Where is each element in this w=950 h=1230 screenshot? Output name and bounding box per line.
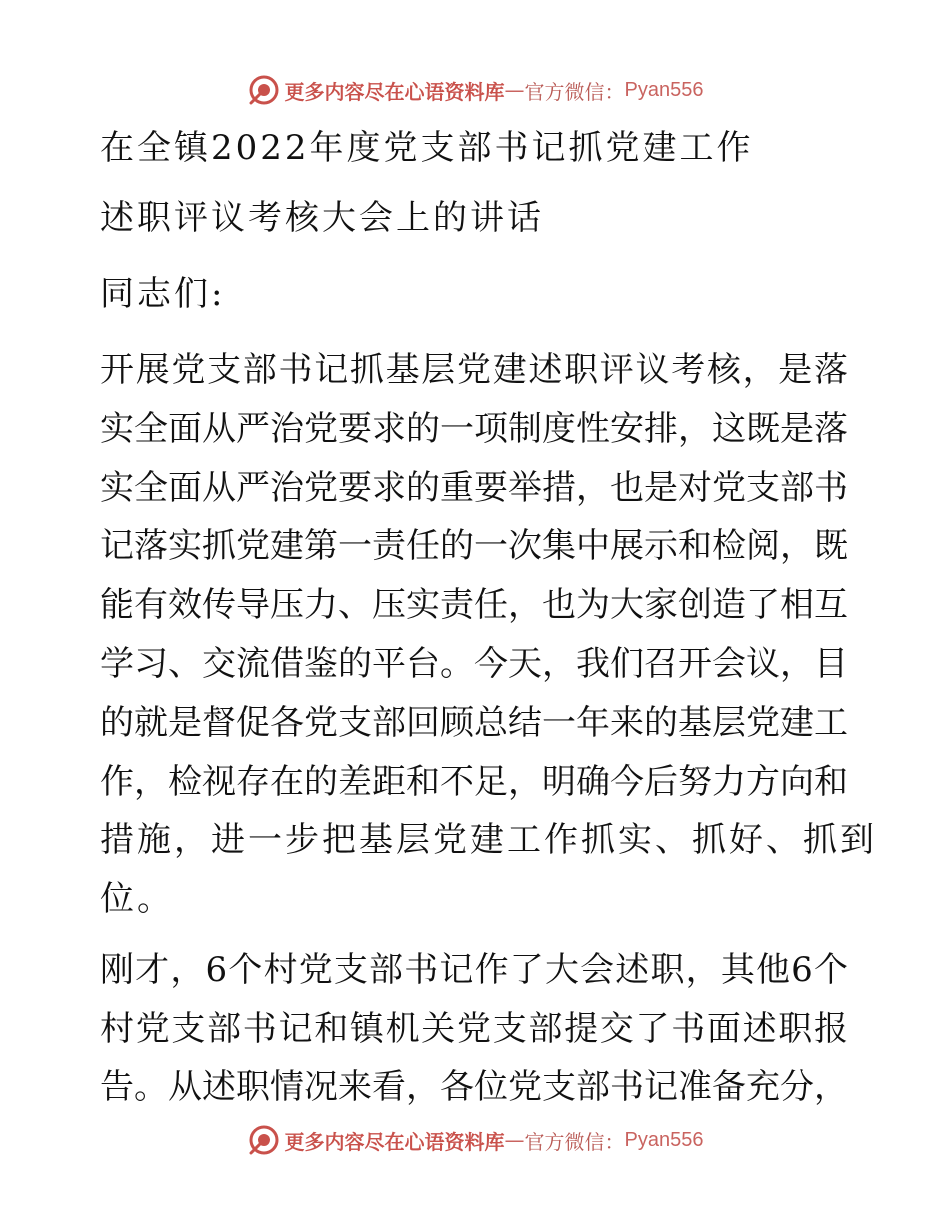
document-title-line-1: 在全镇2022年度党支部书记抓党建工作 — [100, 128, 754, 168]
paragraph-1-line: 实全面从严治党要求的重要举措，也是对党支部书 — [100, 468, 848, 508]
watermark-separator: — — [504, 78, 525, 102]
watermark-main-text: 更多内容尽在心语资料库 — [284, 79, 505, 104]
watermark-wechat-label: 官方微信： — [524, 79, 625, 104]
paragraph-1-line: 记落实抓党建第一责任的一次集中展示和检阅，既 — [100, 526, 848, 566]
paragraph-1-line: 作，检视存在的差距和不足，明确今后努力方向和 — [100, 762, 848, 802]
watermark-header — [0, 70, 950, 110]
paragraph-2-line: 村党支部书记和镇机关党支部提交了书面述职报 — [100, 1009, 848, 1049]
paragraph-2-line: 告。从述职情况来看，各位党支部书记准备充分， — [100, 1067, 848, 1107]
watermark-footer — [0, 1120, 950, 1160]
paragraph-1-line: 的就是督促各党支部回顾总结一年来的基层党建工 — [100, 703, 848, 743]
paragraph-2-line: 刚才，6个村党支部书记作了大会述职，其他6个 — [100, 950, 848, 990]
paragraph-1-line: 实全面从严治党要求的一项制度性安排，这既是落 — [100, 409, 848, 449]
paragraph-1-line: 开展党支部书记抓基层党建述职评议考核，是落 — [100, 350, 848, 390]
watermark-wechat-id: Pyan556 — [624, 78, 704, 101]
brand-logo-icon — [247, 73, 281, 107]
paragraph-1-line: 学习、交流借鉴的平台。今天，我们召开会议，目 — [100, 644, 848, 684]
paragraph-1-line: 能有效传导压力、压实责任，也为大家创造了相互 — [100, 585, 848, 625]
salutation: 同志们: — [100, 274, 226, 314]
watermark-wechat-label: 官方微信： — [524, 1129, 625, 1154]
watermark-main-text: 更多内容尽在心语资料库 — [284, 1129, 505, 1154]
document-title-line-2: 述职评议考核大会上的讲话 — [100, 198, 544, 238]
paragraph-1-line: 措施，进一步把基层党建工作抓实、抓好、抓到 — [100, 820, 877, 860]
paragraph-1-line: 位。 — [100, 879, 174, 919]
watermark-wechat-id: Pyan556 — [624, 1128, 704, 1151]
brand-logo-icon — [247, 1123, 281, 1157]
watermark-separator: — — [504, 1128, 525, 1152]
